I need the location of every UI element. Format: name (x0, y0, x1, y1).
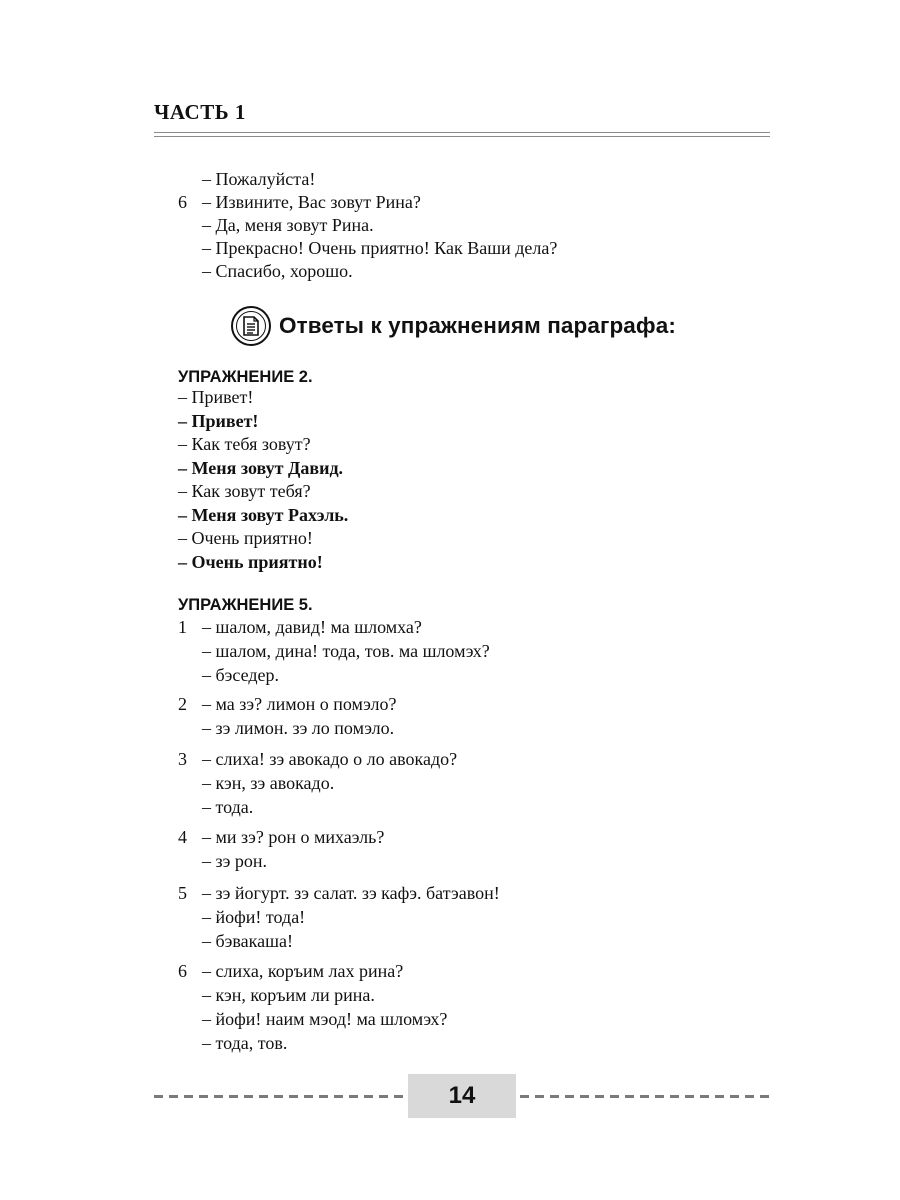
header-rule-bottom (154, 136, 770, 137)
group-line: – зэ рон. (202, 851, 267, 871)
dialog-number: 6 (178, 192, 187, 212)
exercise-2-line: – Меня зовут Давид. (178, 457, 344, 478)
exercise-2-line: – Привет! (178, 410, 259, 431)
group-number: 4 (178, 827, 187, 847)
exercise-2-line: – Как тебя зовут? (178, 434, 311, 454)
answers-heading (231, 304, 676, 348)
document-icon (231, 306, 271, 346)
group-line: – ма зэ? лимон о помэло? (202, 694, 397, 714)
exercise-2-line: – Очень приятно! (178, 551, 323, 572)
footer-dash-right (520, 1095, 770, 1098)
group-number: 3 (178, 749, 187, 769)
exercise-5-title: УПРАЖНЕНИЕ 5. (178, 596, 313, 614)
answers-title: Ответы к упражнениям параграфа: (279, 313, 676, 338)
footer-dash-left (154, 1095, 406, 1098)
group-line: – ми зэ? рон о михаэль? (202, 827, 385, 847)
group-number: 1 (178, 617, 187, 637)
exercise-2-line: – Как зовут тебя? (178, 481, 311, 501)
exercise-2-title: УПРАЖНЕНИЕ 2. (178, 368, 313, 386)
group-line: – бэседер. (202, 665, 279, 685)
page-number: 14 (408, 1074, 516, 1118)
exercise-2-line: – Привет! (178, 387, 254, 407)
group-number: 5 (178, 883, 187, 903)
group-line: – йофи! наим мэод! ма шломэх? (202, 1009, 448, 1029)
group-line: – тода. (202, 797, 254, 817)
group-number: 2 (178, 694, 187, 714)
exercise-2-dialog (178, 386, 348, 574)
group-line: – зэ лимон. зэ ло помэло. (202, 718, 395, 738)
group-line: – шалом, дина! тода, тов. ма шломэх? (202, 641, 490, 661)
group-line: – шалом, давид! ма шломха? (202, 617, 422, 637)
group-line: – тода, тов. (202, 1033, 288, 1053)
header-rule-top (154, 132, 770, 133)
book-page: ЧАСТЬ 1 – Пожалуйста! 6 – Извините, Вас зовут Рина? – Да, меня зовут Рина. – Прекрасно! Очень приятно! Как Ваши дела? – Спасибо, хорошо. Ответы к упражнениям параграфа: УПРАЖНЕНИЕ 2. – Привет! – Привет! – Как тебя зовут? – Меня зовут Давид. – Как зовут тебя? – Меня зовут Рахэль. – Очень приятно! – Очень приятно! УПРАЖНЕНИЕ 5. 1 – шалом, давид! ма шломха? – шалом, дина! тода, тов. ма шломэх? – бэседер. 2 – ма зэ? лимон о помэло? – зэ лимон. зэ ло помэло. 3 – слиха! зэ авокадо о ло авокадо? – кэн, зэ авокадо. – тода. 4 – ми зэ? рон о михаэль? – зэ рон. 5 – зэ йогурт. зэ салат. зэ кафэ. батэавон! – йофи! тода! – бэвакаша! 6 – слиха, коръим лах рина? – кэн, коръим ли рина. – йофи! наим мэод! ма шломэх? – тода, тов. 14 (0, 0, 900, 1200)
exercise-2-line: – Меня зовут Рахэль. (178, 504, 349, 525)
group-line: – кэн, коръим ли рина. (202, 985, 375, 1005)
chapter-heading: ЧАСТЬ 1 (154, 100, 246, 124)
exercise-2-line: – Очень приятно! (178, 528, 313, 548)
group-line: – йофи! тода! (202, 907, 306, 927)
group-line: – бэвакаша! (202, 931, 293, 951)
page-footer (154, 1074, 770, 1118)
group-line: – слиха! зэ авокадо о ло авокадо? (202, 749, 458, 769)
group-line: – слиха, коръим лах рина? (202, 961, 404, 981)
group-line: – зэ йогурт. зэ салат. зэ кафэ. батэавон! (202, 883, 500, 903)
group-number: 6 (178, 961, 187, 981)
group-line: – кэн, зэ авокадо. (202, 773, 335, 793)
